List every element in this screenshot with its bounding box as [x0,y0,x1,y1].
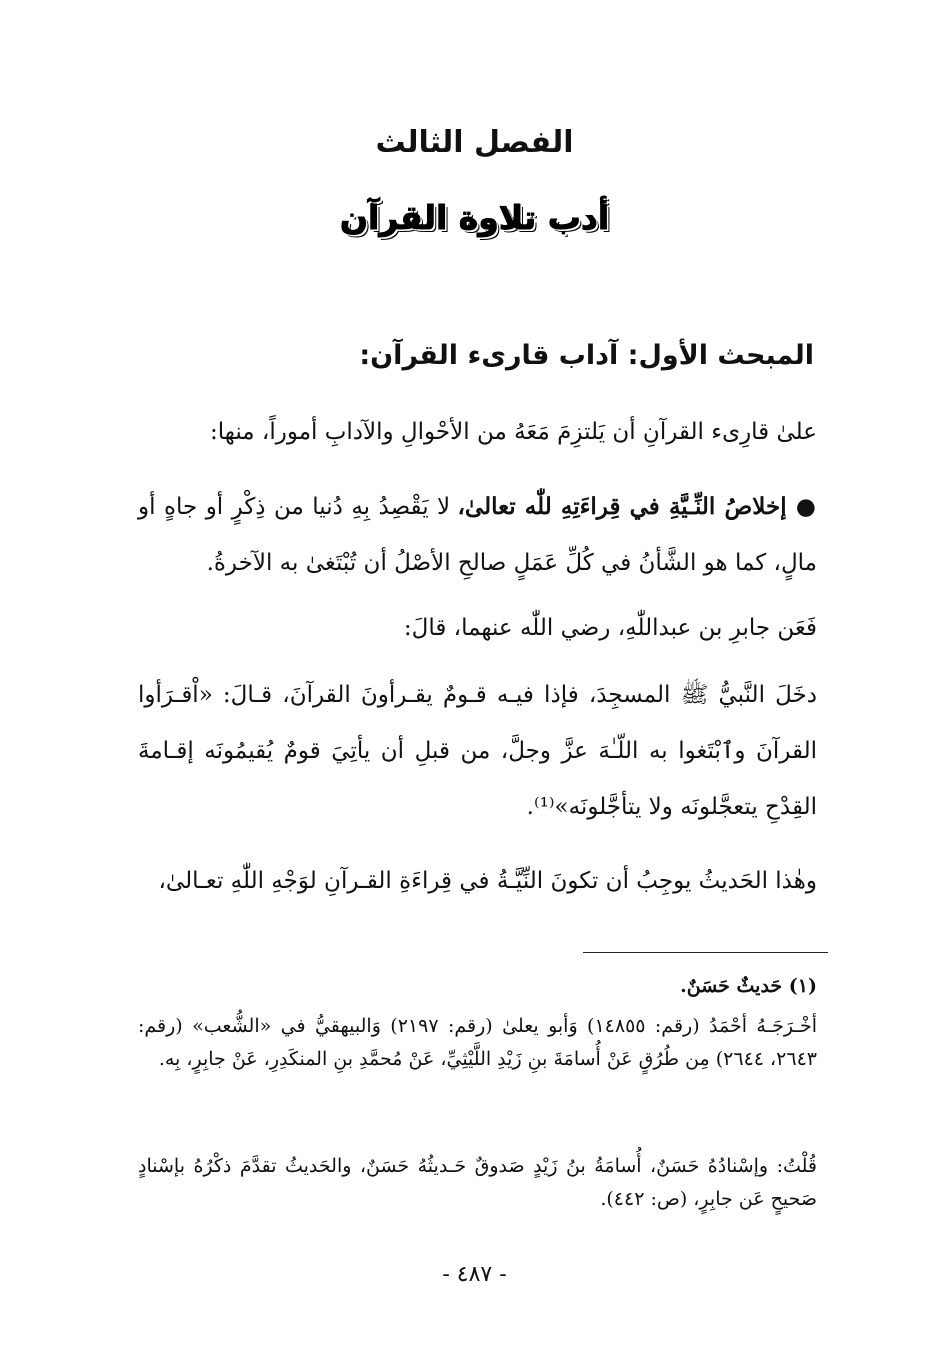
page-number: - ٤٨٧ - [442,1262,507,1287]
footnote-comment: قُلْتُ: وإسْنادُهُ حَسَنٌ، أُسامَةُ بنُ زَيْدٍ صَدوقٌ حَـديثُهُ حَسَنٌ، والحَديثُ تقدَّمَ ذكْرُهُ بإسْنادٍ صَحيحٍ عَن جابِرٍ، (ص: ٤٤٢). [138,1155,817,1210]
paragraph-sincerity-text: لا يَقْصِدُ بِهِ دُنيا من ذِكْرٍ أو جاهٍ أو مالٍ، كما هو الشَّأنُ في كُلِّ عَمَلٍ صالحِ الأصْلُ أن تُبْتَغىٰ به الآخرةُ. [138,494,817,576]
paragraph-conclusion: وهٰذا الحَديثُ يوجِبُ أن تكونَ النِّيَّـةُ في قِراءَةِ القـرآنِ لوَجْهِ اللّٰهِ تعـالىٰ، [158,868,817,894]
footnote-sources: أخْـرَجَـهُ أحْمَدُ (رقم: ١٤٨٥٥) وَأبو يعلىٰ (رقم: ٢١٩٧) وَالبيهقيُّ في «الشُّعب» (رقم: ٢٦٤٣، ٢٦٤٤) مِن طُرُقٍ عَنْ أُسامَةَ بنِ زَيْدِ اللَّيْثِيِّ، عَنْ مُحمَّدِ بنِ المنكَدِرِ، عَنْ جابِرٍ، بِه. [138,1015,817,1070]
bullet-point-heading: ● إخلاصُ النِّـيَّةِ في قِراءَتِهِ للّٰه تعالىٰ، [457,493,817,520]
footnote-grade: (١) حَديثٌ حَسَنٌ. [680,975,817,997]
paragraph-narration-intro: فَعَن جابرِ بن عبداللّٰهِ، رضي اللّٰه عنهما، قالَ: [403,615,817,641]
footnote-divider [583,952,828,953]
paragraph-sincerity [138,479,817,591]
chapter-subtitle: أدب تلاوة القرآن [339,198,610,237]
paragraph-hadith: دخَلَ النَّبيُّ ﷺ المسجِدَ، فإذا فيـه قـومٌ يقـرأونَ القرآنَ، قـالَ: «اْقـرَأوا القرآنَ وٱبْتَغوا به اللّـٰهَ عزَّ وجلَّ، من قبلِ أن يأتِيَ قومٌ يُقيمُونَه إقـامةَ القِدْحِ يتعجَّلونَه ولا يتأجَّلونَه»⁽¹⁾. [138,682,817,820]
chapter-title: الفصل الثالث [375,125,574,160]
section-heading: المبحث الأول: آداب قارىء القرآن: [359,340,814,371]
paragraph-intro: علىٰ قارِىء القرآنِ أن يَلتزِمَ مَعَهُ من الأحْوالِ والآدابِ أموراً، منها: [209,419,817,445]
